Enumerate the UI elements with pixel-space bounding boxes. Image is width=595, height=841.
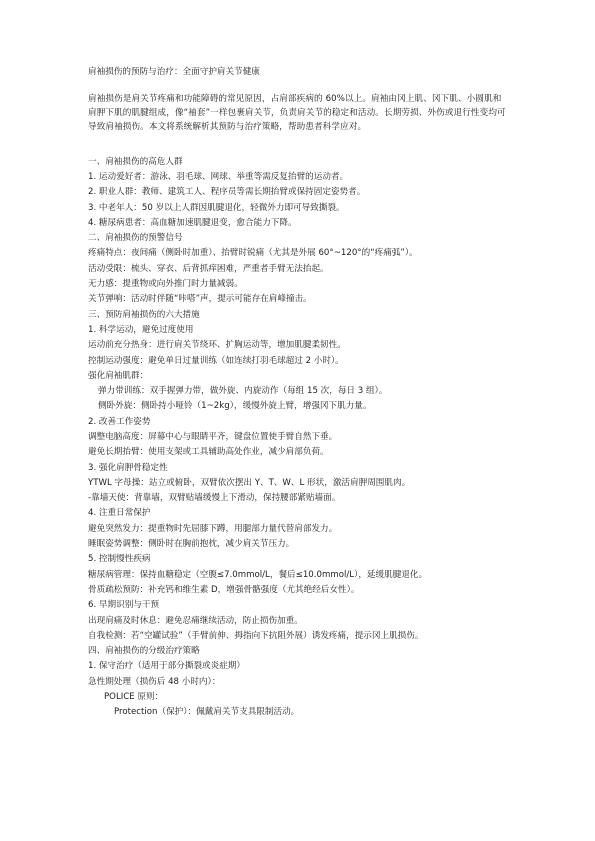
paragraph-line: 出现肩痛及时休息：避免忍痛继续活动，防止损伤加重。 [88, 615, 303, 626]
paragraph-line: 强化肩袖肌群： [88, 370, 149, 381]
paragraph-line: 运动前充分热身：进行肩关节绕环、扩胸运动等，增加肌腱柔韧性。 [88, 340, 346, 351]
section-heading: 二、肩袖损伤的预警信号 [88, 233, 183, 244]
list-item: 3. 中老年人：50 岁以上人群因肌腱退化，轻微外力即可导致撕裂。 [88, 202, 345, 213]
paragraph-line: 控制运动强度：避免单日过量训练（如连续打羽毛球超过 2 小时）。 [88, 355, 344, 366]
subsection-heading: 3. 强化肩胛骨稳定性 [88, 462, 168, 473]
section-heading: 三、预防肩袖损伤的六大措施 [88, 309, 200, 320]
paragraph-line: 调整电脑高度：屏幕中心与眼睛平齐，键盘位置使手臂自然下垂。 [88, 432, 338, 442]
paragraph-line: 急性期处理（损伤后 48 小时内）： [88, 676, 221, 687]
section-heading: 四、肩袖损伤的分级治疗策略 [88, 646, 200, 657]
list-item: 4. 糖尿病患者：高血糖加速肌腱退变，愈合能力下降。 [88, 217, 297, 228]
document-title: 肩袖损伤的预防与治疗：全面守护肩关节健康 [88, 67, 260, 77]
paragraph-line: -靠墙天使：背靠墙，双臂贴墙缓慢上下滑动，保持腰部紧贴墙面。 [88, 493, 341, 504]
paragraph-line: 避免长期抬臂：使用支架或工具辅助高处作业，减少肩部负荷。 [88, 447, 329, 458]
paragraph-line: 侧卧外旋：侧卧持小哑铃（1~2kg），缓慢外旋上臂，增强冈下肌力量。 [98, 401, 372, 412]
subsection-heading: 1. 保守治疗（适用于部分撕裂或炎症期） [88, 661, 246, 672]
paragraph-line: 无力感：提重物或向外推门时力量减弱。 [88, 279, 243, 290]
paragraph-line: 弹力带训练：双手握弹力带，做外旋、内旋动作（每组 15 次，每日 3 组）。 [98, 386, 388, 397]
intro-paragraph: 肩袖损伤是肩关节疼痛和功能障碍的常见原因，占肩部疾病的 60%以上。肩袖由冈上肌、冈下肌、小圆肌和肩胛下肌的肌腱组成，像“袖套”一样包裹肩关节，负责肩关节的稳定和活动。长期劳损、外伤或退行性变均可导致肩袖损伤。本文将系统解析其预防与治疗策略，帮助患者科学应对。 [88, 93, 506, 132]
list-item: 1. 运动爱好者：游泳、羽毛球、网球、举重等需反复抬臂的运动者。 [88, 171, 349, 182]
paragraph-line: 骨质疏松预防：补充钙和维生素 D，增强骨骼强度（尤其绝经后女性）。 [88, 584, 360, 595]
paragraph-line: Protection（保护）：佩戴肩关节支具限制活动。 [114, 707, 300, 718]
subsection-heading: 6. 早期识别与干预 [88, 600, 160, 611]
paragraph-line: 避免突然发力：提重物时先屈膝下蹲，用腿部力量代替肩部发力。 [88, 523, 338, 534]
subsection-heading: 4. 注重日常保护 [88, 508, 151, 519]
paragraph-line: 糖尿病管理：保持血糖稳定（空腹≤7.0mmol/L，餐后≤10.0mmol/L），延缓肌腱退化。 [88, 569, 428, 580]
subsection-heading: 5. 控制慢性疾病 [88, 554, 151, 565]
paragraph-line: 活动受限：梳头、穿衣、后背抓痒困难，严重者手臂无法抬起。 [88, 263, 329, 274]
list-item: 2. 职业人群：教师、建筑工人、程序员等需长期抬臂或保持固定姿势者。 [88, 187, 366, 198]
paragraph-line: 睡眠姿势调整：侧卧时在胸前抱枕，减少肩关节压力。 [88, 539, 295, 550]
document-body [88, 155, 507, 721]
section-heading: 一、肩袖损伤的高危人群 [88, 156, 183, 167]
subsection-heading: 2. 改善工作姿势 [88, 416, 151, 427]
paragraph-line: POLICE 原则： [104, 692, 164, 703]
paragraph-line: YTWL 字母操：站立或俯卧，双臂依次摆出 Y、T、W、L 形状，激活肩胛周围肌肉。 [88, 477, 411, 488]
subsection-heading: 1. 科学运动，避免过度使用 [88, 324, 194, 335]
paragraph-line: 自我检测：若“空罐试验”（手臂前伸、拇指向下抗阻外展）诱发疼痛，提示冈上肌损伤。 [88, 630, 424, 641]
paragraph-line: 关节弹响：活动时伴随“咔嗒”声，提示可能存在肩峰撞击。 [88, 294, 312, 305]
paragraph-line: 疼痛特点：夜间痛（侧卧时加重）、抬臂时锐痛（尤其是外展 60°~120°的“疼痛弧”）。 [88, 248, 418, 259]
